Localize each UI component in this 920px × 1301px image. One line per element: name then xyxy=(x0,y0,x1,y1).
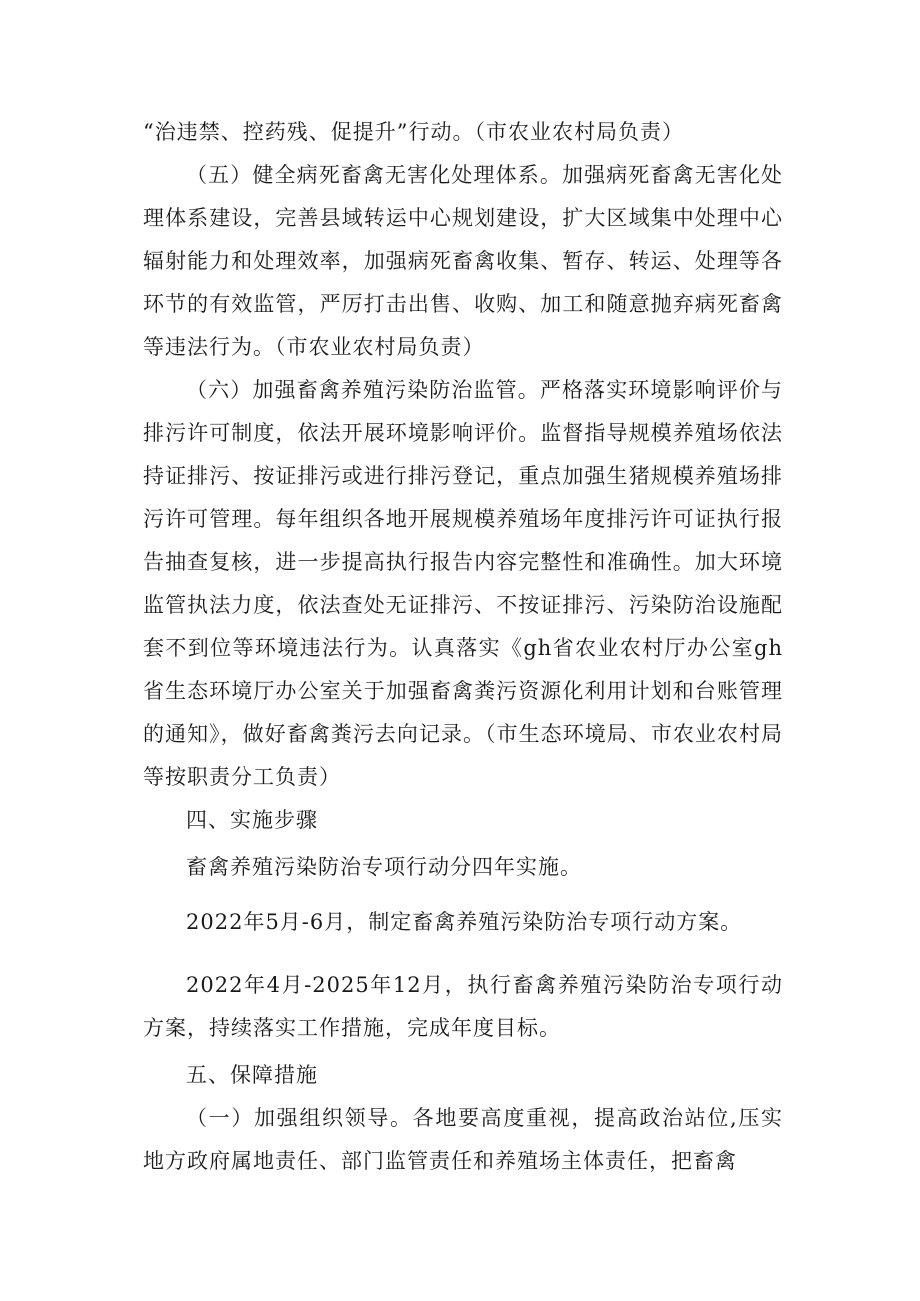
heading-safeguard-measures: 五、保障措施 xyxy=(186,1063,318,1087)
paragraph-section-5: （五）健全病死畜禽无害化处理体系。加强病死畜禽无害化处理体系建设，完善县域转运中心规划建设，扩大区域集中处理中心辐射能力和处理效率，加强病死畜禽收集、暂存、转运、处理等各环节的有效监管，严厉打击出售、收购、加工和随意抛弃病死畜禽等违法行为。（市农业农村局负责） xyxy=(143,163,783,359)
paragraph-step-1: 2022年5月-6月，制定畜禽养殖污染防治专项行动方案。 xyxy=(186,910,743,934)
paragraph-step-2: 2022年4月-2025年12月，执行畜禽养殖污染防治专项行动方案，持续落实工作措施，完成年度目标。 xyxy=(143,973,783,1040)
paragraph-section-6: （六）加强畜禽养殖污染防治监管。严格落实环境影响评价与排污许可制度，依法开展环境影响评价。监督指导规模养殖场依法持证排污、按证排污或进行排污登记，重点加强生猪规模养殖场排污许可管理。每年组织各地开展规模养殖场年度排污许可证执行报告抽查复核，进一步提高执行报告内容完整性和准确性。加大环境监管执法力度，依法查处无证排污、不按证排污、污染防治设施配套不到位等环境违法行为。认真落实《gh省农业农村厅办公室gh省生态环境厅办公室关于加强畜禽粪污资源化利用计划和台账管理的通知》，做好畜禽粪污去向记录。（市生态环境局、市农业农村局等按职责分工负责） xyxy=(143,378,783,789)
paragraph-continuation: “治违禁、控药残、促提升”行动。（市农业农村局负责） xyxy=(143,120,684,144)
paragraph-organization-leadership: （一）加强组织领导。各地要高度重视，提高政治站位,压实地方政府属地责任、部门监管责任和养殖场主体责任，把畜禽 xyxy=(143,1106,783,1173)
document-body xyxy=(143,111,783,1183)
heading-implementation-steps: 四、实施步骤 xyxy=(186,808,318,832)
paragraph-four-years: 畜禽养殖污染防治专项行动分四年实施。 xyxy=(186,855,582,879)
